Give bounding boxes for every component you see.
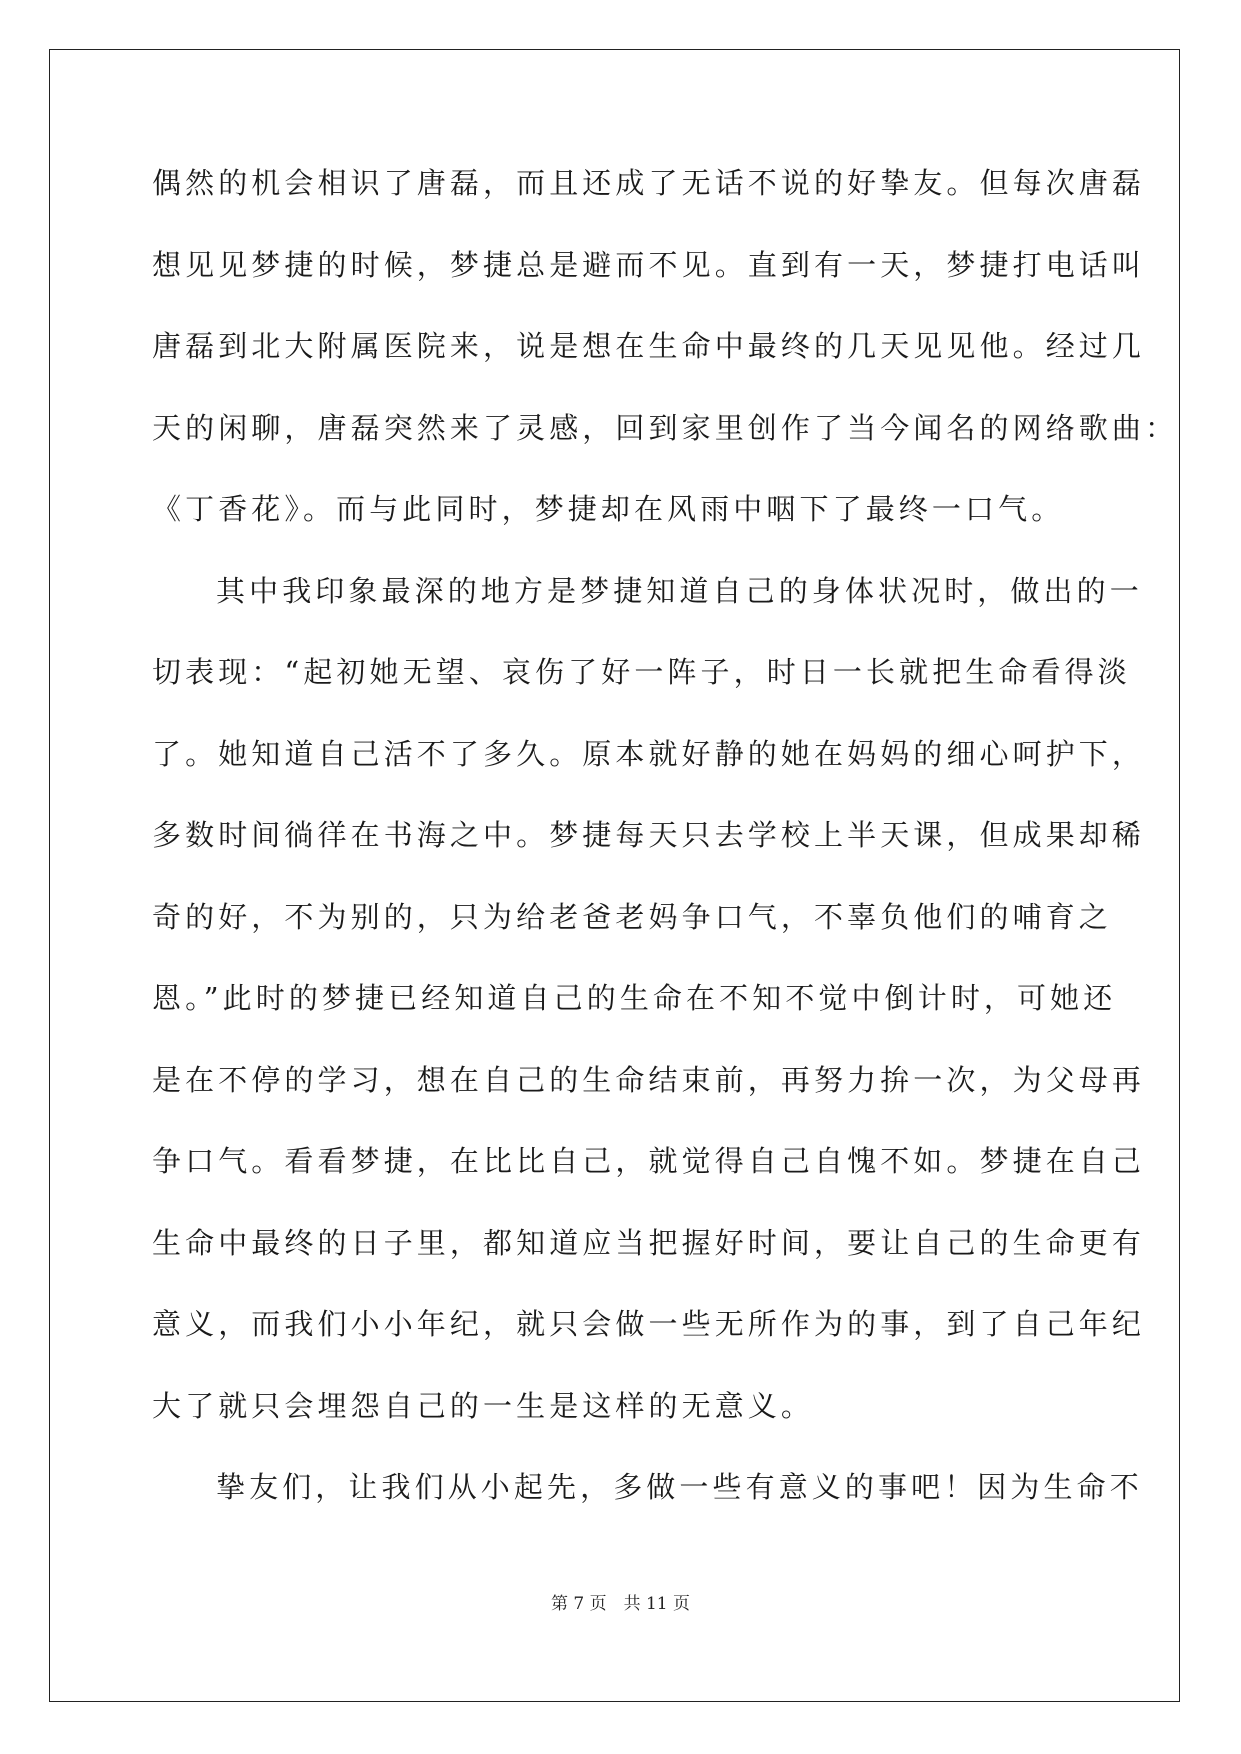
text-line: 切表现：“起初她无望、哀伤了好一阵子，时日一长就把生命看得淡 xyxy=(152,655,1131,689)
text-line: 唐磊到北大附属医院来，说是想在生命中最终的几天见见他。经过几 xyxy=(152,329,1146,363)
text-line: 多数时间徜徉在书海之中。梦捷每天只去学校上半天课，但成果却稀 xyxy=(152,818,1146,852)
paragraph-start-line: 挚友们，让我们从小起先，多做一些有意义的事吧！因为生命不 xyxy=(216,1470,1143,1504)
text-line: 《丁香花》。而与此同时，梦捷却在风雨中咽下了最终一口气。 xyxy=(152,492,1065,526)
text-line: 了。她知道自己活不了多久。原本就好静的她在妈妈的细心呵护下， xyxy=(152,736,1146,771)
text-line: 奇的好，不为别的，只为给老爸老妈争口气，不辜负他们的哺育之 xyxy=(152,899,1112,934)
text-line: 想见见梦捷的时候，梦捷总是避而不见。直到有一天，梦捷打电话叫 xyxy=(152,247,1146,282)
text-line: 恩。”此时的梦捷已经知道自己的生命在不知不觉中倒计时，可她还 xyxy=(152,981,1117,1015)
paragraph-start-line: 其中我印象最深的地方是梦捷知道自己的身体状况时，做出的一 xyxy=(216,573,1143,608)
text-line: 意义，而我们小小年纪，就只会做一些无所作为的事，到了自己年纪 xyxy=(152,1307,1146,1341)
page-number-label: 第 7 页 共 11 页 xyxy=(550,1594,691,1614)
text-line: 偶然的机会相识了唐磊，而且还成了无话不说的好挚友。但每次唐磊 xyxy=(152,166,1146,200)
text-line: 是在不停的学习，想在自己的生命结束前，再努力拚一次，为父母再 xyxy=(152,1062,1146,1097)
text-line: 大了就只会埋怨自己的一生是这样的无意义。 xyxy=(152,1388,815,1423)
text-line: 天的闲聊，唐磊突然来了灵感，回到家里创作了当今闻名的网络歌曲： xyxy=(152,410,1179,445)
page-footer xyxy=(0,1589,1241,1614)
text-line: 争口气。看看梦捷，在比比自己，就觉得自己自愧不如。梦捷在自己 xyxy=(152,1144,1146,1178)
document-body xyxy=(152,166,1179,1552)
text-line: 生命中最终的日子里，都知道应当把握好时间，要让自己的生命更有 xyxy=(152,1225,1146,1260)
